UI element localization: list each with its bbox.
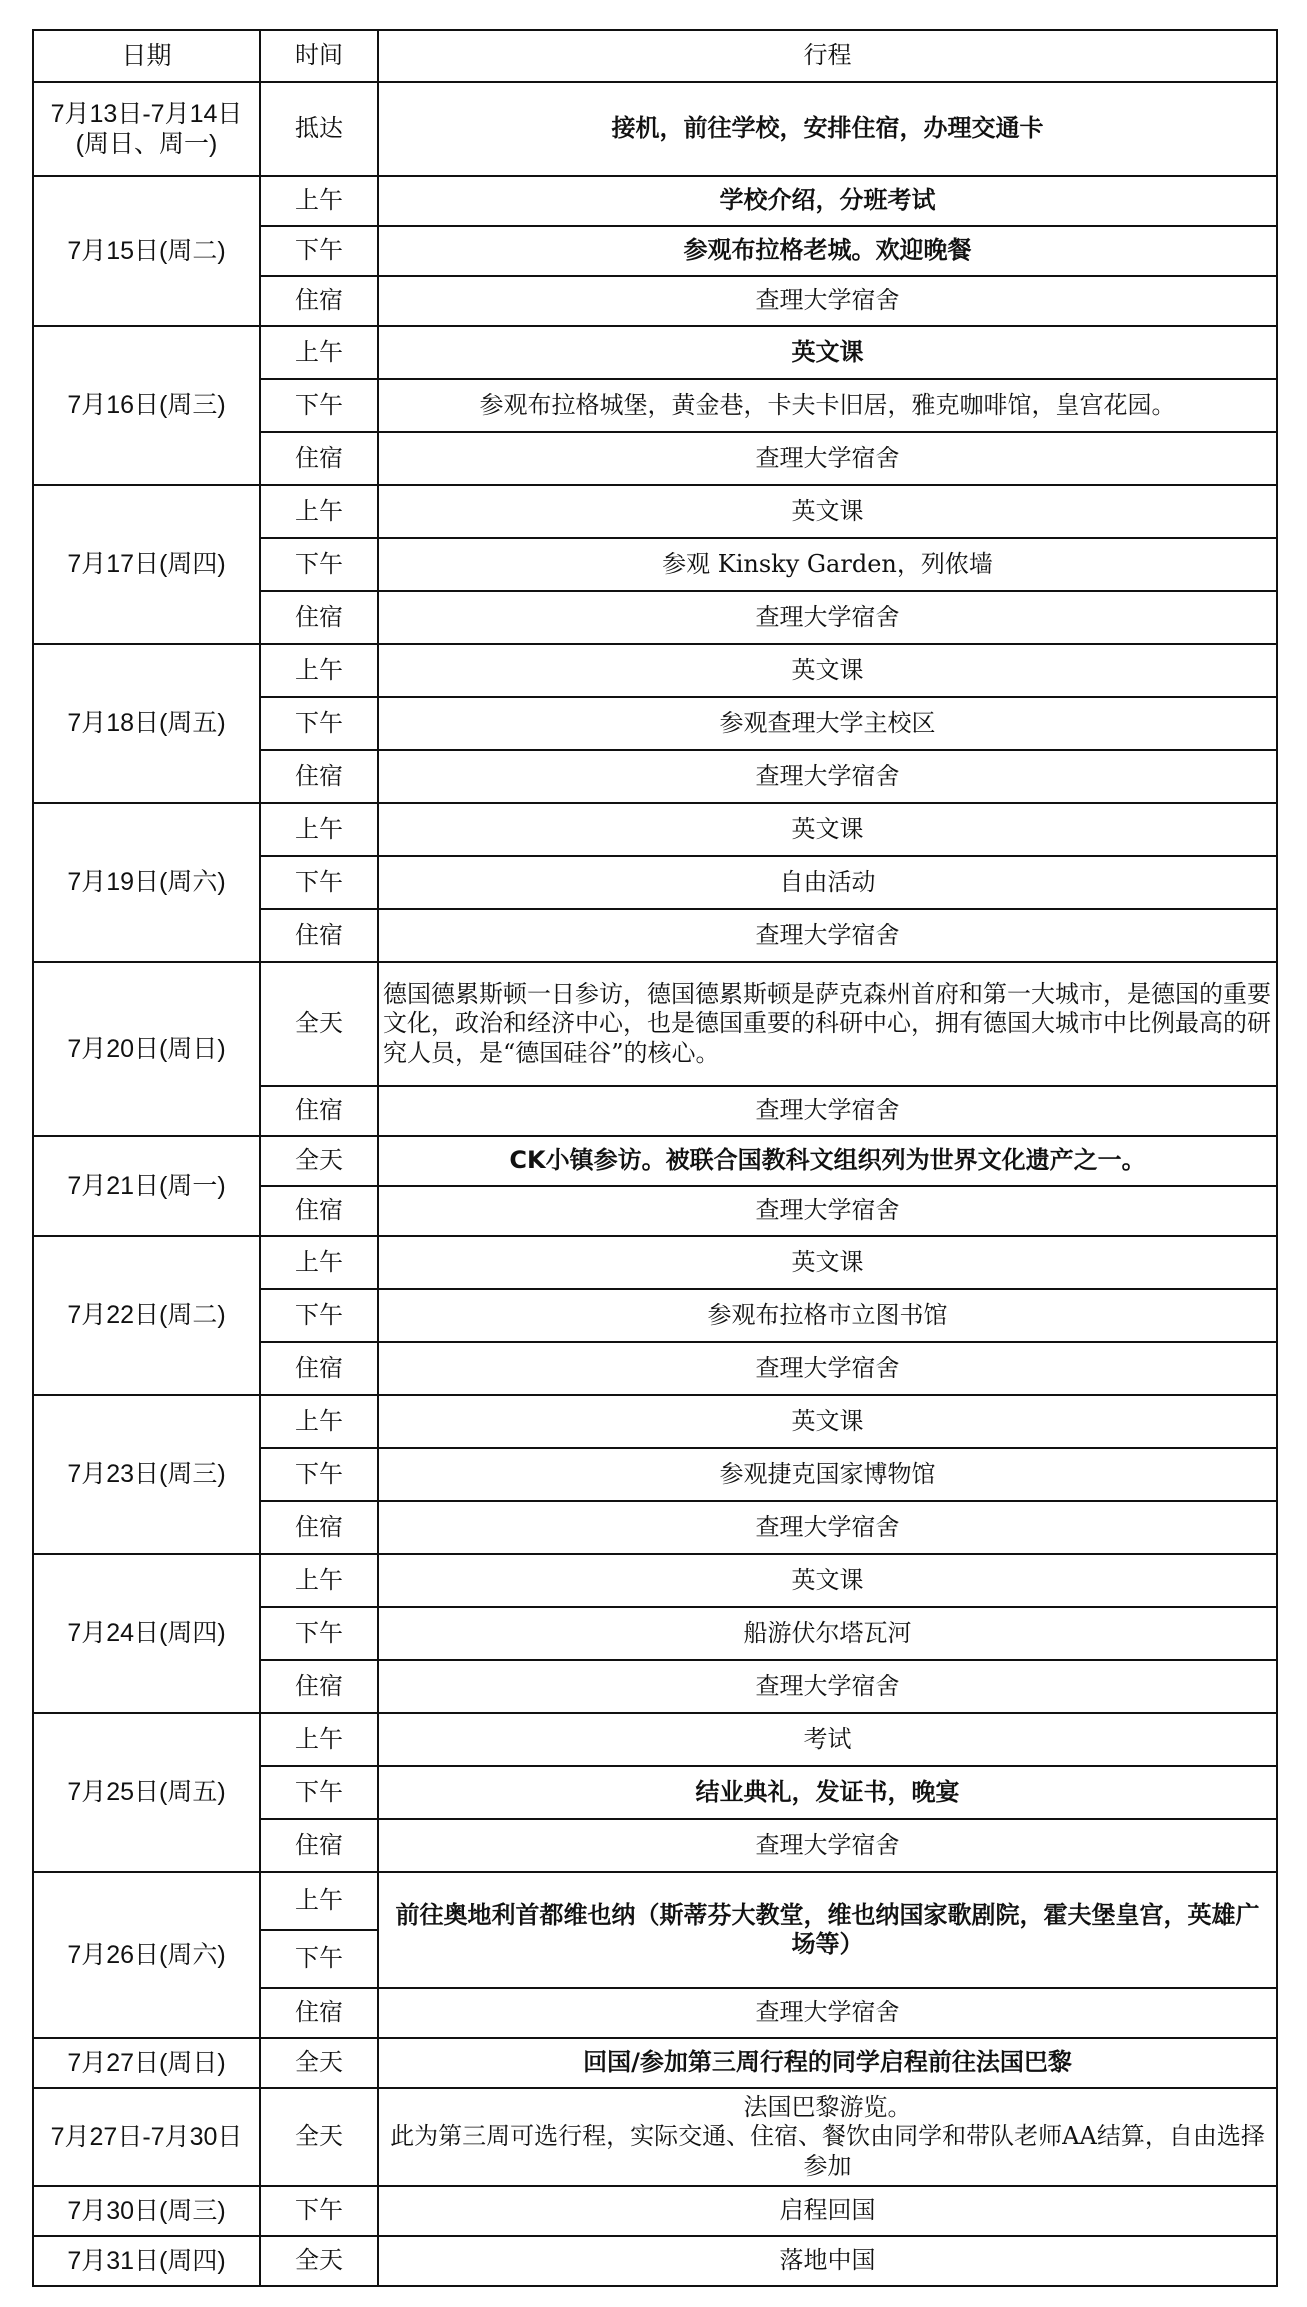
schedule-row — [33, 326, 1277, 379]
time-cell: 住宿 — [260, 1501, 378, 1554]
time-cell: 住宿 — [260, 1186, 378, 1236]
time-cell: 住宿 — [260, 1819, 378, 1872]
activity-cell: 查理大学宿舍 — [378, 276, 1277, 326]
time-cell: 住宿 — [260, 591, 378, 644]
time-cell: 下午 — [260, 697, 378, 750]
activity-cell: 查理大学宿舍 — [378, 1086, 1277, 1136]
activity-cell: 参观 Kinsky Garden，列侬墙 — [378, 538, 1277, 591]
time-cell: 下午 — [260, 226, 378, 276]
time-cell: 上午 — [260, 1872, 378, 1930]
schedule-row — [33, 644, 1277, 697]
activity-cell: 查理大学宿舍 — [378, 750, 1277, 803]
activity-cell: 参观捷克国家博物馆 — [378, 1448, 1277, 1501]
activity-cell: 参观布拉格市立图书馆 — [378, 1289, 1277, 1342]
schedule-row — [33, 485, 1277, 538]
time-cell: 抵达 — [260, 82, 378, 176]
activity-cell: 查理大学宿舍 — [378, 1819, 1277, 1872]
date-cell: 7月17日(周四) — [33, 485, 260, 644]
date-cell: 7月22日(周二) — [33, 1236, 260, 1395]
activity-cell: 查理大学宿舍 — [378, 1186, 1277, 1236]
activity-cell: 英文课 — [378, 1236, 1277, 1289]
activity-cell: 接机，前往学校，安排住宿，办理交通卡 — [378, 82, 1277, 176]
time-cell: 上午 — [260, 803, 378, 856]
activity-cell: 查理大学宿舍 — [378, 1501, 1277, 1554]
activity-cell: 德国德累斯顿一日参访，德国德累斯顿是萨克森州首府和第一大城市，是德国的重要文化，政治和经济中心，也是德国重要的科研中心，拥有德国大城市中比例最高的研究人员，是“德国硅谷”的核心。 — [378, 962, 1277, 1086]
time-cell: 下午 — [260, 1930, 378, 1988]
schedule-row — [33, 82, 1277, 176]
header-row — [33, 30, 1277, 82]
time-cell: 上午 — [260, 644, 378, 697]
itinerary-table — [32, 29, 1278, 2287]
time-cell: 下午 — [260, 538, 378, 591]
activity-cell: 查理大学宿舍 — [378, 1988, 1277, 2038]
schedule-row — [33, 2236, 1277, 2286]
activity-cell: 查理大学宿舍 — [378, 1660, 1277, 1713]
activity-cell: 启程回国 — [378, 2186, 1277, 2236]
activity-cell: 回国/参加第三周行程的同学启程前往法国巴黎 — [378, 2038, 1277, 2088]
schedule-row — [33, 2186, 1277, 2236]
schedule-row — [33, 1395, 1277, 1448]
activity-cell: CK小镇参访。被联合国教科文组织列为世界文化遗产之一。 — [378, 1136, 1277, 1186]
time-cell: 全天 — [260, 2236, 378, 2286]
activity-cell: 查理大学宿舍 — [378, 1342, 1277, 1395]
header-time: 时间 — [260, 30, 378, 82]
time-cell: 上午 — [260, 326, 378, 379]
activity-cell: 英文课 — [378, 1554, 1277, 1607]
schedule-row — [33, 1236, 1277, 1289]
activity-cell: 自由活动 — [378, 856, 1277, 909]
time-cell: 下午 — [260, 379, 378, 432]
schedule-row — [33, 1136, 1277, 1186]
date-cell: 7月23日(周三) — [33, 1395, 260, 1554]
schedule-row — [33, 2088, 1277, 2186]
schedule-row — [33, 176, 1277, 226]
time-cell: 下午 — [260, 2186, 378, 2236]
time-cell: 全天 — [260, 2038, 378, 2088]
schedule-row — [33, 803, 1277, 856]
time-cell: 住宿 — [260, 1342, 378, 1395]
activity-cell: 结业典礼，发证书，晚宴 — [378, 1766, 1277, 1819]
activity-cell: 参观查理大学主校区 — [378, 697, 1277, 750]
date-cell: 7月19日(周六) — [33, 803, 260, 962]
date-cell: 7月16日(周三) — [33, 326, 260, 485]
activity-cell: 英文课 — [378, 803, 1277, 856]
schedule-row — [33, 962, 1277, 1086]
date-cell: 7月18日(周五) — [33, 644, 260, 803]
date-cell: 7月27日(周日) — [33, 2038, 260, 2088]
schedule-row — [33, 1713, 1277, 1766]
date-cell: 7月30日(周三) — [33, 2186, 260, 2236]
activity-cell: 查理大学宿舍 — [378, 591, 1277, 644]
date-cell: 7月13日-7月14日 (周日、周一) — [33, 82, 260, 176]
time-cell: 全天 — [260, 962, 378, 1086]
activity-cell: 英文课 — [378, 644, 1277, 697]
schedule-row — [33, 1554, 1277, 1607]
date-cell: 7月21日(周一) — [33, 1136, 260, 1236]
activity-cell: 考试 — [378, 1713, 1277, 1766]
time-cell: 上午 — [260, 1236, 378, 1289]
time-cell: 下午 — [260, 1289, 378, 1342]
activity-cell: 英文课 — [378, 326, 1277, 379]
activity-cell: 学校介绍，分班考试 — [378, 176, 1277, 226]
time-cell: 全天 — [260, 1136, 378, 1186]
time-cell: 上午 — [260, 1554, 378, 1607]
time-cell: 全天 — [260, 2088, 378, 2186]
time-cell: 住宿 — [260, 750, 378, 803]
time-cell: 上午 — [260, 485, 378, 538]
date-cell: 7月31日(周四) — [33, 2236, 260, 2286]
time-cell: 住宿 — [260, 1988, 378, 2038]
activity-cell: 船游伏尔塔瓦河 — [378, 1607, 1277, 1660]
time-cell: 上午 — [260, 1713, 378, 1766]
time-cell: 下午 — [260, 1766, 378, 1819]
time-cell: 住宿 — [260, 276, 378, 326]
header-itinerary: 行程 — [378, 30, 1277, 82]
time-cell: 住宿 — [260, 432, 378, 485]
activity-cell: 参观布拉格老城。欢迎晚餐 — [378, 226, 1277, 276]
date-cell: 7月15日(周二) — [33, 176, 260, 326]
time-cell: 下午 — [260, 856, 378, 909]
time-cell: 下午 — [260, 1448, 378, 1501]
time-cell: 上午 — [260, 176, 378, 226]
time-cell: 住宿 — [260, 1086, 378, 1136]
date-cell: 7月24日(周四) — [33, 1554, 260, 1713]
date-cell: 7月26日(周六) — [33, 1872, 260, 2038]
activity-cell: 查理大学宿舍 — [378, 909, 1277, 962]
time-cell: 下午 — [260, 1607, 378, 1660]
header-date: 日期 — [33, 30, 260, 82]
activity-cell: 前往奥地利首都维也纳（斯蒂芬大教堂，维也纳国家歌剧院，霍夫堡皇宫，英雄广场等） — [378, 1872, 1277, 1988]
activity-cell: 英文课 — [378, 485, 1277, 538]
date-cell: 7月20日(周日) — [33, 962, 260, 1136]
activity-cell: 查理大学宿舍 — [378, 432, 1277, 485]
activity-cell: 英文课 — [378, 1395, 1277, 1448]
time-cell: 住宿 — [260, 1660, 378, 1713]
time-cell: 上午 — [260, 1395, 378, 1448]
schedule-row — [33, 2038, 1277, 2088]
activity-cell: 落地中国 — [378, 2236, 1277, 2286]
activity-cell: 参观布拉格城堡，黄金巷，卡夫卡旧居，雅克咖啡馆，皇宫花园。 — [378, 379, 1277, 432]
time-cell: 住宿 — [260, 909, 378, 962]
date-cell: 7月25日(周五) — [33, 1713, 260, 1872]
activity-cell: 法国巴黎游览。 此为第三周可选行程，实际交通、住宿、餐饮由同学和带队老师AA结算，自由选择参加 — [378, 2088, 1277, 2186]
schedule-row — [33, 1872, 1277, 1930]
date-cell: 7月27日-7月30日 — [33, 2088, 260, 2186]
